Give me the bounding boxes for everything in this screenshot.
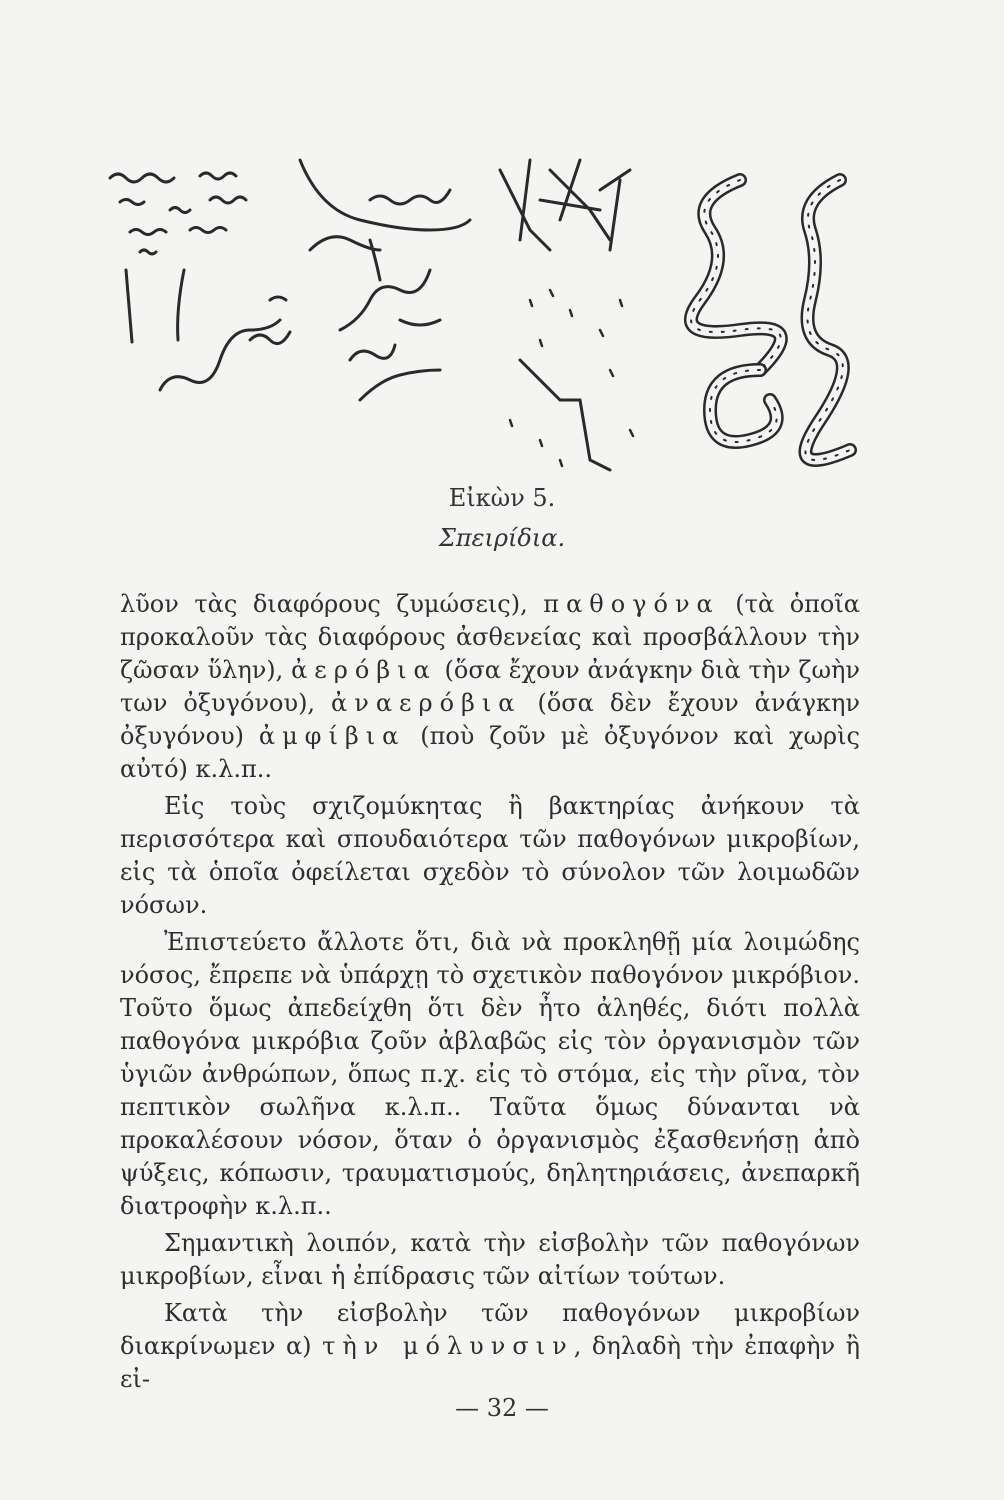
page-number: — 32 — (455, 1394, 549, 1422)
p1-spaced-term: ἀμφίβια (258, 722, 406, 750)
paragraph-1 (120, 588, 860, 786)
p1-text-i: (ποὺ ζοῦν μὲ ὀξυγόνον καὶ χωρὶς αὐτό) κ.λ.π.. (120, 722, 861, 783)
paragraph-2: Εἰς τοὺς σχιζομύκητας ἢ βακτηρίας ἀνήκουν τὰ περισσότερα καὶ σπουδαιότερα τῶν παθογόνων μικροβίων, εἰς τὰ ὁποῖα ὀφείλεται σχεδὸν τὸ σύνολον τῶν λοιμωδῶν νόσων. (120, 792, 860, 919)
p1-text-e: (ὅσα ἔχουν ἀνάγκην διὰ τὴν ζωὴν των ὀξυγόνου), (120, 656, 860, 717)
p5-spaced-term: τὴν μόλυνσιν (322, 1332, 574, 1360)
figure-caption-number: Εἰκὼν 5. (448, 484, 556, 512)
paragraph-5 (120, 1297, 860, 1396)
large-spirillum-right (805, 180, 850, 460)
p1-spaced-term: παθογόνα (543, 590, 720, 618)
figure-caption-title: Σπειρίδια. (438, 524, 566, 552)
p1-spaced-term: ἀναερόβια (331, 689, 522, 717)
p1-text-a: λῦον τὰς διαφόρους ζυμώσεις), (120, 590, 544, 618)
spirilla-illustration (100, 140, 880, 480)
large-spirillum-left (691, 180, 781, 442)
p5-text-c: , δηλαδὴ τὴν ἐπαφὴν ἢ εἰ- (120, 1332, 860, 1393)
p5-text-a: Κατὰ τὴν εἰσβολὴν τῶν παθογόνων μικροβίων διακρίνωμεν α) (120, 1299, 860, 1360)
p1-text-g: (ὅσα δὲν ἔχουν ἀνάγκην ὀξυγόνου) (120, 689, 860, 750)
paragraph-3: Ἐπιστεύετο ἄλλοτε ὅτι, διὰ νὰ προκληθῇ μία λοιμώδης νόσος, ἔπρεπε νὰ ὑπάρχῃ τὸ σχετικὸν παθογόνον μικρόβιον. Τοῦτο ὅμως ἀπεδείχθη ὅτι δὲν ἦτο ἀληθές, διότι πολλὰ παθογόνα μικρόβια ζοῦν ἀβλαβῶς εἰς τὸν ὀργανισμὸν τῶν ὑγιῶν ἀνθρώπων, ὅπως π.χ. εἰς τὸ στόμα, εἰς τὴν ρῖνα, τὸν πεπτικὸν σωλῆνα κ.λ.π.. Ταῦτα ὅμως δύνανται νὰ προκαλέσουν νόσον, ὅταν ὁ ὀργανισμὸς ἐξασθενήσῃ ἀπὸ ψύξεις, κόπωσιν, τραυματισμούς, δηλητηριάσεις, ἀνεπαρκῆ διατροφὴν κ.λ.π.. (120, 928, 860, 1220)
filament-network (500, 160, 633, 470)
p1-spaced-term: ἀερόβια (291, 656, 437, 684)
spirillum-strands (300, 160, 470, 400)
vibrio-cluster (110, 173, 290, 390)
p1-text-c: (τὰ ὁποῖα προκαλοῦν τὰς διαφόρους ἀσθενείας καὶ προσβάλλουν τὴν ζῶσαν ὕλην), (120, 590, 860, 684)
body-text (120, 588, 860, 1396)
paragraph-4: Σημαντικὴ λοιπόν, κατὰ τὴν εἰσβολὴν τῶν παθογόνων μικροβίων, εἶναι ἡ ἐπίδρασις τῶν αἰτίων τούτων. (120, 1229, 860, 1290)
